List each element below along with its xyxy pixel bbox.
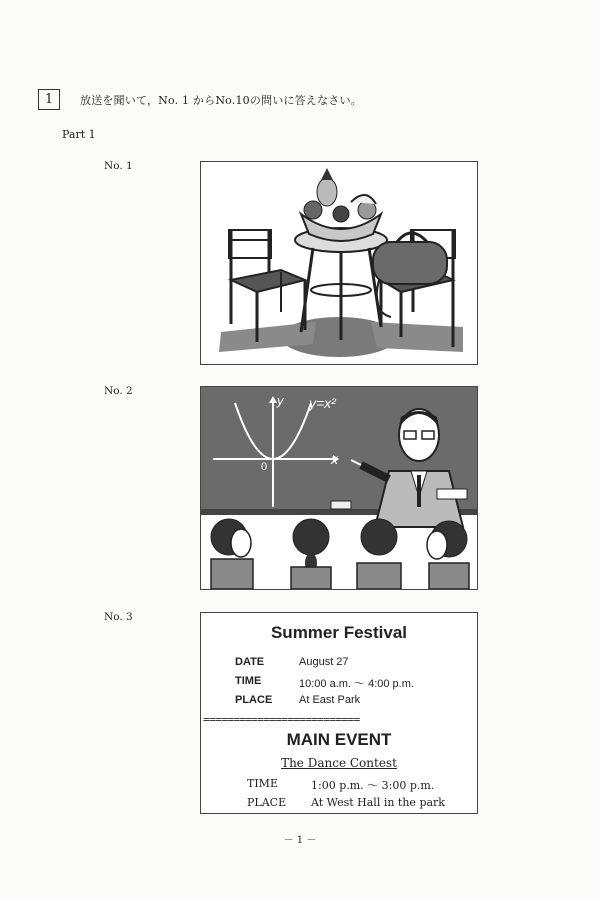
contest-time-label: TIME bbox=[247, 777, 278, 790]
picture-no2 bbox=[200, 386, 478, 590]
date-label: DATE bbox=[235, 656, 265, 668]
illustration-classroom bbox=[201, 387, 477, 589]
main-event-heading: MAIN EVENT bbox=[286, 730, 392, 749]
graph-x-axis-label: x bbox=[331, 451, 338, 467]
poster-divider: ========================== bbox=[203, 713, 360, 726]
graph-y-axis-label: y bbox=[277, 393, 284, 408]
place-value: At East Park bbox=[299, 694, 361, 706]
place-label: PLACE bbox=[235, 694, 273, 706]
time-label: TIME bbox=[235, 675, 262, 687]
contest-place-label: PLACE bbox=[247, 796, 287, 809]
item-label-no3: No. 3 bbox=[104, 611, 133, 623]
contest-place-value: At West Hall in the park bbox=[311, 796, 445, 809]
contest-name: The Dance Contest bbox=[281, 756, 397, 770]
festival-poster bbox=[200, 612, 478, 814]
part-label: Part 1 bbox=[62, 128, 96, 141]
picture-no1 bbox=[200, 161, 478, 365]
time-value: 10:00 a.m. ～ 4:00 p.m. bbox=[299, 678, 414, 690]
page-number: － 1 － bbox=[283, 835, 317, 846]
item-label-no1: No. 1 bbox=[104, 160, 133, 172]
question-number: 1 bbox=[38, 89, 60, 110]
graph-equation: y=x² bbox=[309, 395, 336, 411]
contest-time-value: 1:00 p.m. ～ 3:00 p.m. bbox=[311, 779, 435, 792]
date-value: August 27 bbox=[299, 656, 349, 668]
illustration-chairs-table bbox=[201, 162, 477, 364]
poster-title: Summer Festival bbox=[270, 623, 408, 642]
question-instruction: 放送を聞いて，No. 1 からNo.10の問いに答えなさい。 bbox=[80, 94, 362, 107]
item-label-no2: No. 2 bbox=[104, 385, 133, 397]
graph-origin-label: 0 bbox=[261, 461, 268, 473]
